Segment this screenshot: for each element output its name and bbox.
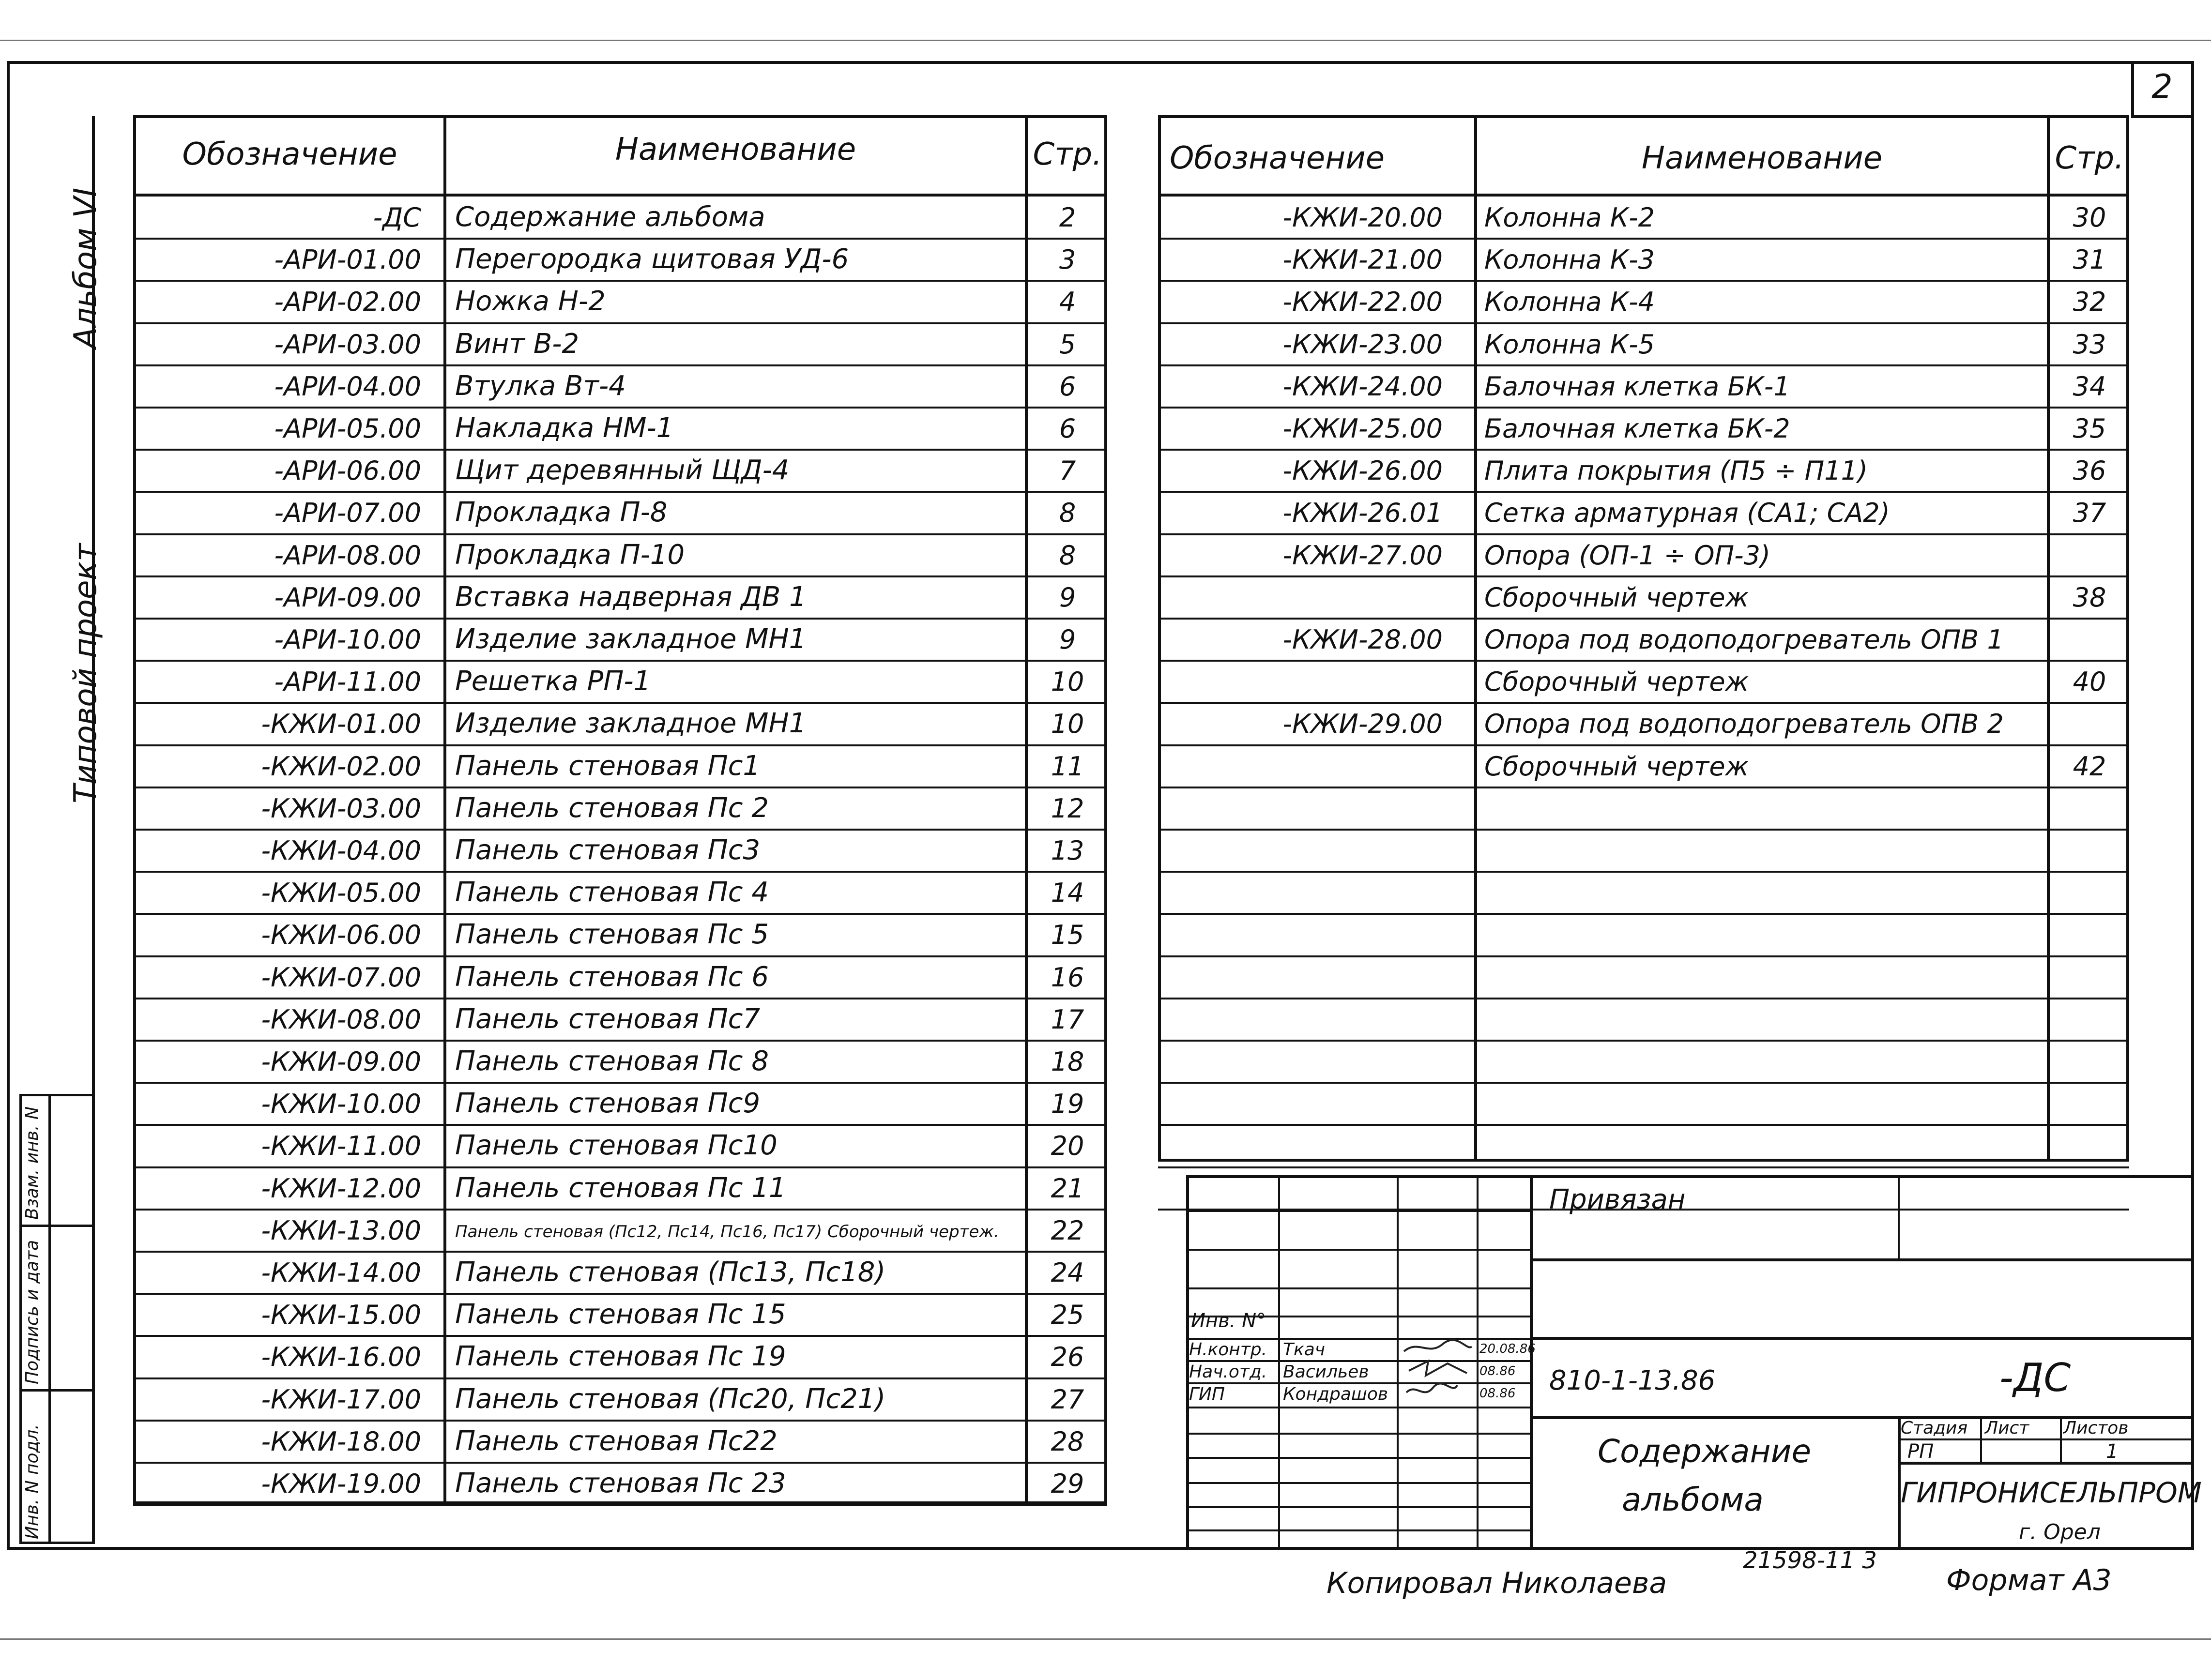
left-row-page: 20	[1051, 1131, 1084, 1162]
left-row-page: 7	[1059, 455, 1076, 486]
tb-row-line	[1186, 1287, 1530, 1289]
left-row-name: Панель стеновая Пс 23	[455, 1468, 786, 1499]
tb-row-line	[1186, 1457, 1530, 1459]
right-row-name: Сетка арматурная (СА1; СА2)	[1484, 498, 1890, 529]
tb-row-line	[1186, 1529, 1530, 1531]
right-row-line	[1158, 533, 2129, 535]
right-row-line	[1158, 1040, 2129, 1042]
left-header-designation: Обозначение	[182, 136, 397, 172]
margin-stamp-divider	[19, 1389, 95, 1392]
left-row-code: -АРИ-06.00	[274, 455, 421, 486]
right-row-code: -КЖИ-23.00	[1282, 329, 1443, 360]
left-row-line	[133, 322, 1107, 324]
left-row-name: Изделие закладное МН1	[455, 708, 807, 740]
left-row-name: Изделие закладное МН1	[455, 623, 807, 655]
left-row-code: -КЖИ-18.00	[261, 1426, 421, 1457]
left-row-line	[133, 407, 1107, 409]
left-row-name: Панель стеновая Пс 4	[455, 877, 769, 908]
left-row-code: -АРИ-04.00	[274, 371, 421, 402]
left-row-name: Винт В-2	[455, 328, 579, 360]
signer-name: Кондрашов	[1283, 1384, 1388, 1404]
left-row-page: 18	[1051, 1046, 1084, 1077]
left-row-name: Панель стеновая Пс 8	[455, 1045, 769, 1077]
right-row-name: Балочная клетка БК-1	[1484, 371, 1790, 402]
signer-date: 08.86	[1479, 1364, 1516, 1378]
doc-title-line2: альбома	[1622, 1481, 1764, 1518]
tb-divider	[1898, 1438, 2194, 1440]
tb-row-line	[1186, 1482, 1530, 1484]
sheets-label: Листов	[2063, 1418, 2129, 1438]
signer-date: 08.86	[1479, 1386, 1516, 1401]
left-row-code: -КЖИ-10.00	[261, 1089, 421, 1120]
tb-divider	[1477, 1175, 1479, 1550]
left-row-code: -АРИ-01.00	[274, 244, 421, 275]
right-row-name: Колонна К-2	[1484, 202, 1655, 233]
left-row-page: 17	[1051, 1004, 1084, 1035]
left-row-name: Щит деревянный ЩД-4	[455, 454, 790, 486]
left-row-page: 3	[1059, 244, 1076, 275]
left-row-line	[133, 829, 1107, 831]
left-row-code: -КЖИ-19.00	[261, 1468, 421, 1499]
right-row-page: 32	[2073, 287, 2106, 318]
signer-date: 20.08.86	[1479, 1342, 1536, 1356]
left-row-name: Панель стеновая Пс22	[455, 1425, 778, 1457]
tb-divider	[1898, 1462, 2194, 1465]
left-row-code: -КЖИ-14.00	[261, 1257, 421, 1288]
left-row-line	[133, 1209, 1107, 1211]
left-row-name: Панель стеновая (Пс13, Пс18)	[455, 1256, 886, 1288]
left-row-line	[133, 1377, 1107, 1379]
organization-city: г. Орел	[2019, 1520, 2101, 1544]
left-row-name: Прокладка П-10	[455, 539, 685, 571]
left-row-name: Панель стеновая Пс1	[455, 750, 761, 782]
order-number: 21598-11 3	[1743, 1547, 1877, 1574]
stamp-label-sign: Подпись и дата	[22, 1240, 42, 1384]
left-row-name: Втулка Вт-4	[455, 370, 626, 402]
sheet-number: 2	[2151, 68, 2173, 106]
left-row-line	[133, 913, 1107, 915]
right-row-line	[1158, 787, 2129, 788]
left-row-code: -КЖИ-13.00	[261, 1215, 421, 1246]
left-row-page: 24	[1051, 1257, 1084, 1288]
left-row-page: 10	[1051, 666, 1084, 697]
left-row-name: Панель стеновая Пс 2	[455, 792, 769, 824]
stage-label: Стадия	[1901, 1418, 1968, 1438]
left-header-name: Наименование	[615, 132, 856, 167]
left-row-code: -КЖИ-07.00	[261, 962, 421, 993]
right-row-code: -КЖИ-29.00	[1282, 709, 1443, 740]
left-row-line	[133, 955, 1107, 957]
right-row-line	[1158, 322, 2129, 324]
left-row-code: -КЖИ-09.00	[261, 1046, 421, 1077]
right-header-designation: Обозначение	[1169, 140, 1385, 176]
right-row-name: Балочная клетка БК-2	[1484, 413, 1790, 444]
right-row-page: 37	[2073, 498, 2106, 529]
doc-code: 810-1-13.86	[1549, 1365, 1716, 1396]
left-row-name: Панель стеновая Пс3	[455, 834, 761, 866]
right-row-code: -КЖИ-26.00	[1282, 455, 1443, 486]
right-row-page: 35	[2073, 413, 2106, 444]
left-row-code: -АРИ-05.00	[274, 413, 421, 444]
tb-divider	[1980, 1416, 1982, 1462]
left-row-line	[133, 280, 1107, 282]
left-row-line	[133, 660, 1107, 662]
left-row-line	[133, 871, 1107, 873]
right-table-col-divider	[1474, 115, 1477, 1162]
signer-role: Нач.отд.	[1189, 1362, 1267, 1382]
left-row-line	[133, 364, 1107, 366]
left-row-name: Перегородка щитовая УД-6	[455, 243, 849, 275]
left-header-page: Стр.	[1033, 136, 1102, 172]
right-table-header-line	[1158, 194, 2129, 197]
margin-stamp-divider	[48, 1094, 51, 1544]
right-row-line	[1158, 702, 2129, 704]
right-row-page: 36	[2073, 455, 2106, 486]
left-row-code: -КЖИ-01.00	[261, 709, 421, 740]
left-row-page: 27	[1051, 1384, 1084, 1415]
right-row-name: Колонна К-4	[1484, 287, 1655, 318]
left-row-line	[133, 998, 1107, 999]
left-row-line	[133, 238, 1107, 240]
left-row-page: 9	[1059, 582, 1076, 613]
project-type-label: Типовой проект	[68, 543, 104, 803]
right-row-name: Плита покрытия (П5 ÷ П11)	[1484, 455, 1868, 486]
left-row-name: Панель стеновая Пс 5	[455, 919, 769, 951]
left-row-page: 5	[1059, 329, 1076, 360]
left-row-page: 4	[1059, 287, 1076, 318]
left-row-page: 6	[1059, 371, 1076, 402]
right-row-line	[1158, 913, 2129, 915]
left-row-page: 16	[1051, 962, 1084, 993]
signature-marks	[1399, 1337, 1477, 1414]
signer-role: ГИП	[1189, 1384, 1225, 1404]
left-row-name: Прокладка П-8	[455, 497, 668, 529]
right-row-page: 30	[2073, 202, 2106, 233]
left-row-page: 13	[1051, 835, 1084, 866]
stamp-label-inv: Инв. N подл.	[22, 1424, 42, 1539]
right-row-page: 34	[2073, 371, 2106, 402]
right-row-line	[1158, 280, 2129, 282]
tb-divider	[1898, 1175, 1900, 1260]
stage-value: РП	[1907, 1440, 1934, 1463]
left-row-page: 19	[1051, 1089, 1084, 1120]
right-row-line	[1158, 491, 2129, 493]
left-row-name: Панель стеновая Пс 15	[455, 1299, 786, 1331]
left-row-page: 26	[1051, 1342, 1084, 1373]
right-row-page: 38	[2073, 582, 2106, 613]
left-row-code: -КЖИ-05.00	[261, 878, 421, 908]
left-row-code: -АРИ-08.00	[274, 540, 421, 571]
right-row-name: Колонна К-5	[1484, 329, 1655, 360]
right-row-line	[1158, 829, 2129, 831]
left-row-code: -КЖИ-11.00	[261, 1131, 421, 1162]
right-row-line	[1158, 407, 2129, 409]
left-row-line	[133, 1462, 1107, 1464]
left-row-line	[133, 618, 1107, 620]
left-row-line	[133, 702, 1107, 704]
left-row-code: -КЖИ-15.00	[261, 1300, 421, 1331]
format-label: Формат А3	[1946, 1563, 2112, 1597]
left-row-code: -АРИ-11.00	[274, 666, 421, 697]
left-row-code: -АРИ-10.00	[274, 624, 421, 655]
right-row-line	[1158, 871, 2129, 873]
left-row-line	[133, 1251, 1107, 1253]
margin-stamp-divider	[19, 1225, 95, 1227]
left-row-page: 25	[1051, 1300, 1084, 1331]
left-row-line	[133, 787, 1107, 788]
organization: ГИПРОНИСЕЛЬПРОМ	[1901, 1476, 2202, 1509]
left-row-name: Панель стеновая Пс 11	[455, 1172, 786, 1204]
left-row-page: 9	[1059, 624, 1076, 655]
left-row-name: Панель стеновая Пс 19	[455, 1341, 786, 1373]
left-row-name: Панель стеновая (Пс20, Пс21)	[455, 1383, 886, 1415]
right-row-line	[1158, 238, 2129, 240]
left-row-name: Панель стеновая (Пс12, Пс14, Пс16, Пс17) Сборочный чертеж.	[455, 1222, 999, 1241]
right-row-name: Опора под водоподогреватель ОПВ 2	[1484, 709, 2004, 740]
left-row-page: 2	[1059, 202, 1076, 233]
right-row-page: 40	[2073, 666, 2106, 697]
right-row-line	[1158, 449, 2129, 451]
tb-row-line	[1186, 1506, 1530, 1508]
right-row-line	[1158, 1082, 2129, 1084]
left-row-code: -АРИ-07.00	[274, 498, 421, 529]
left-row-code: -АРИ-03.00	[274, 329, 421, 360]
left-row-page: 28	[1051, 1426, 1084, 1457]
left-row-line	[133, 744, 1107, 746]
left-row-code: -КЖИ-03.00	[261, 793, 421, 824]
left-row-name: Содержание альбома	[455, 201, 765, 233]
left-row-code: -КЖИ-12.00	[261, 1173, 421, 1204]
left-row-code: -КЖИ-16.00	[261, 1342, 421, 1373]
sheets-value: 1	[2106, 1440, 2119, 1463]
attached-label: Привязан	[1549, 1184, 1686, 1215]
left-row-line	[133, 1124, 1107, 1126]
stamp-label-replace: Взам. инв. N	[22, 1106, 42, 1220]
left-row-page: 14	[1051, 878, 1084, 908]
right-row-name: Опора под водоподогреватель ОПВ 1	[1484, 624, 2004, 655]
right-row-page: 31	[2073, 244, 2106, 275]
right-row-code: -КЖИ-26.01	[1282, 498, 1443, 529]
right-row-code: -КЖИ-21.00	[1282, 244, 1443, 275]
left-row-page: 12	[1051, 793, 1084, 824]
tb-divider	[1530, 1258, 2194, 1261]
doc-suffix: -ДС	[1999, 1355, 2071, 1400]
left-row-code: -КЖИ-02.00	[261, 751, 421, 782]
right-row-code: -КЖИ-28.00	[1282, 624, 1443, 655]
signer-name: Ткач	[1283, 1340, 1326, 1360]
tb-row-line	[1186, 1407, 1530, 1408]
left-row-line	[133, 1293, 1107, 1295]
left-row-line	[133, 533, 1107, 535]
left-row-line	[133, 449, 1107, 451]
left-row-page: 15	[1051, 920, 1084, 951]
left-row-code: -КЖИ-17.00	[261, 1384, 421, 1415]
inv-no-label: Инв. N°	[1191, 1310, 1266, 1332]
tb-divider	[1397, 1175, 1399, 1550]
left-row-code: -КЖИ-04.00	[261, 835, 421, 866]
right-row-page: 42	[2073, 751, 2106, 782]
right-row-name: Колонна К-3	[1484, 244, 1655, 275]
left-row-page: 10	[1051, 709, 1084, 740]
left-row-name: Ножка Н-2	[455, 286, 606, 318]
doc-title-line1: Содержание	[1598, 1433, 1812, 1470]
right-row-code: -КЖИ-25.00	[1282, 413, 1443, 444]
right-row-line	[1158, 955, 2129, 957]
tb-row-line	[1186, 1249, 1530, 1251]
tb-row-line	[1186, 1433, 1530, 1435]
tb-divider	[1530, 1337, 2194, 1340]
left-row-name: Панель стеновая Пс9	[455, 1088, 761, 1120]
right-row-line	[1158, 998, 2129, 999]
left-row-page: 29	[1051, 1468, 1084, 1499]
tb-divider	[1530, 1175, 1533, 1550]
left-row-name: Вставка надверная ДВ 1	[455, 581, 807, 613]
tb-divider	[1278, 1175, 1280, 1550]
right-row-code: -КЖИ-27.00	[1282, 540, 1443, 571]
right-row-code: -КЖИ-24.00	[1282, 371, 1443, 402]
right-row-name: Сборочный чертеж	[1484, 751, 1749, 782]
right-row-name: Сборочный чертеж	[1484, 666, 1749, 697]
left-row-line	[133, 1504, 1107, 1506]
bottom-scan-line	[0, 1638, 2211, 1640]
sheet-label: Лист	[1985, 1418, 2029, 1438]
left-row-line	[133, 1335, 1107, 1337]
tb-row-line	[1186, 1210, 1530, 1212]
left-row-line	[133, 1082, 1107, 1084]
left-row-name: Панель стеновая Пс7	[455, 1003, 761, 1035]
left-row-line	[133, 1420, 1107, 1422]
left-row-page: 6	[1059, 413, 1076, 444]
signer-role: Н.контр.	[1189, 1340, 1267, 1360]
left-row-code: -КЖИ-06.00	[261, 920, 421, 951]
right-row-line	[1158, 744, 2129, 746]
right-row-line	[1158, 1166, 2129, 1168]
copied-by: Копировал Николаева	[1327, 1566, 1667, 1600]
right-row-line	[1158, 660, 2129, 662]
tb-divider	[2060, 1416, 2062, 1462]
left-row-page: 22	[1051, 1215, 1084, 1246]
right-row-code: -КЖИ-20.00	[1282, 202, 1443, 233]
right-row-line	[1158, 364, 2129, 366]
right-header-name: Наименование	[1641, 140, 1883, 176]
left-row-code: -ДС	[373, 202, 421, 233]
left-row-line	[133, 491, 1107, 493]
right-row-page: 33	[2073, 329, 2106, 360]
left-row-line	[133, 1166, 1107, 1168]
album-label: Альбом VI	[68, 187, 104, 348]
left-table-header-line	[133, 194, 1107, 197]
right-header-page: Стр.	[2055, 140, 2124, 176]
right-row-name: Опора (ОП-1 ÷ ОП-3)	[1484, 540, 1770, 571]
left-row-code: -КЖИ-08.00	[261, 1004, 421, 1035]
left-row-page: 8	[1059, 498, 1076, 529]
left-row-code: -АРИ-09.00	[274, 582, 421, 613]
right-row-line	[1158, 575, 2129, 577]
left-row-name: Панель стеновая Пс10	[455, 1130, 778, 1162]
right-row-name: Сборочный чертеж	[1484, 582, 1749, 613]
left-row-page: 11	[1051, 751, 1084, 782]
left-row-page: 21	[1051, 1173, 1084, 1204]
right-row-line	[1158, 618, 2129, 620]
left-row-name: Накладка НМ-1	[455, 412, 674, 444]
left-row-name: Решетка РП-1	[455, 666, 651, 697]
left-row-name: Панель стеновая Пс 6	[455, 961, 769, 993]
right-row-code: -КЖИ-22.00	[1282, 287, 1443, 318]
left-row-line	[133, 575, 1107, 577]
left-row-page: 8	[1059, 540, 1076, 571]
top-scan-line	[0, 40, 2211, 41]
right-row-line	[1158, 1124, 2129, 1126]
signer-name: Васильев	[1283, 1362, 1369, 1382]
left-row-code: -АРИ-02.00	[274, 287, 421, 318]
left-row-line	[133, 1040, 1107, 1042]
